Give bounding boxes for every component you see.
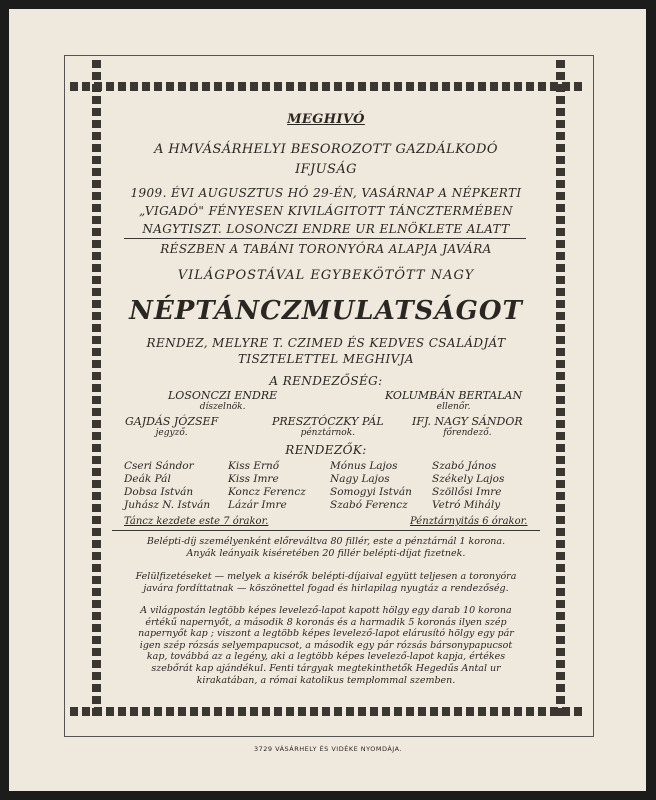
organizer-name: Kiss Ernő xyxy=(228,460,280,472)
organizer-name: Vetró Mihály xyxy=(432,499,501,511)
organizer-name: Szabó János xyxy=(432,460,497,472)
event-line-4: RÉSZBEN A TABÁNI TORONYÓRA ALAPJA JAVÁRA xyxy=(160,242,492,256)
event-line-5: VILÁGPOSTÁVAL EGYBEKÖTÖTT NAGY xyxy=(177,268,475,283)
committee-heading: A RENDEZŐSÉG: xyxy=(269,374,383,388)
left-border xyxy=(92,60,101,720)
organizer-name: Nagy Lajos xyxy=(330,473,390,485)
right-border xyxy=(556,60,565,720)
organizer-name: Mónus Lajos xyxy=(330,460,398,472)
divider xyxy=(112,530,540,531)
heading: MEGHIVÓ xyxy=(287,112,365,127)
organizer-name: Dobsa István xyxy=(124,486,194,498)
printer-imprint: 3729 VÁSÁRHELY ÉS VIDÉKE NYOMDÁJA. xyxy=(253,745,403,753)
organizer-name: Kiss Imre xyxy=(228,473,279,485)
organizer-name: Lázár Imre xyxy=(228,499,287,511)
org-line-1: A HMVÁSÁRHELYI BESOROZOTT GAZDÁLKODÓ xyxy=(154,142,498,157)
start-time: Táncz kezdete este 7 órakor. xyxy=(124,516,269,527)
officer-chief-organizer: IFJ. NAGY SÁNDOR főrendező. xyxy=(412,415,523,438)
top-border xyxy=(70,82,582,91)
organizer-name: Szöllősi Imre xyxy=(432,486,502,498)
invite-line-2: TISZTELETTEL MEGHIVJA xyxy=(238,352,414,366)
event-line-3: NAGYTISZT. LOSONCZI ENDRE UR ELNÖKLETE ALATT xyxy=(142,222,510,236)
org-line-2: IFJUSÁG xyxy=(295,162,357,177)
organizer-name: Somogyi István xyxy=(330,486,412,498)
cashier-time: Pénztárnyitás 6 órakor. xyxy=(410,516,528,527)
organizer-name: Cseri Sándor xyxy=(124,460,194,472)
overpay-paragraph: Felülfizetéseket — melyek a kisérők belépti-díjaival együtt teljesen a toronyóra javára fordíttatnak — köszönettel fogad és hirlapilag nyugtáz a rendezőség. xyxy=(135,571,517,594)
officer-treasurer: PRESZTÓCZKY PÁL pénztárnok. xyxy=(272,415,384,438)
divider xyxy=(124,238,526,239)
officer-controller: KOLUMBÁN BERTALAN ellenőr. xyxy=(385,389,523,412)
organizer-name: Székely Lajos xyxy=(432,473,505,485)
prize-paragraph: A világpostán legtöbb képes levelező-lapot kapott hölgy egy darab 10 korona értékű napernyőt, a második 8 koronás és a harmadik 5 koronás ilyen szép napernyőt kap ; viszont a legtöbb képes levelező-lapot elárusító hölgy egy pár igen szép rózsás selyempapucsot, a második egy pár rózsás bársonypapucsot kap, továbbá az a legény, aki a legtöbb képes levelező-lapot kapja, értékes szebőrát kap ajándékul. Fenti tárgyak megtekinthetők Hegedűs Antal ur kirakatában, a római katolikus templommal szemben. xyxy=(138,605,514,686)
main-title: NÉPTÁNCZMULATSÁGOT xyxy=(129,296,523,326)
event-line-1: 1909. ÉVI AUGUSZTUS HÓ 29-ÉN, VASÁRNAP A NÉPKERTI xyxy=(130,186,522,200)
officer-honorary-president: LOSONCZI ENDRE díszelnök. xyxy=(168,389,278,412)
organizer-name: Deák Pál xyxy=(124,473,171,485)
organizer-name: Koncz Ferencz xyxy=(228,486,306,498)
fee-paragraph: Belépti-díj személyenként előreváltva 80 fillér, este a pénztárnál 1 korona. Anyák leányaik kiséretében 20 fillér belépti-díjat fizetnek. xyxy=(146,536,506,559)
invite-line-1: RENDEZ, MELYRE T. CZIMED ÉS KEDVES CSALÁDJÁT xyxy=(146,336,506,350)
officer-secretary: GAJDÁS JÓZSEF jegyző. xyxy=(125,415,219,438)
bottom-border xyxy=(70,707,582,716)
event-line-2: „VIGADÓ" FÉNYESEN KIVILÁGITOTT TÁNCZTERMÉBEN xyxy=(138,204,514,218)
organizer-name: Szabó Ferencz xyxy=(330,499,408,511)
organizer-name: Juhász N. István xyxy=(124,499,211,511)
organizers-heading: RENDEZŐK: xyxy=(285,443,367,457)
